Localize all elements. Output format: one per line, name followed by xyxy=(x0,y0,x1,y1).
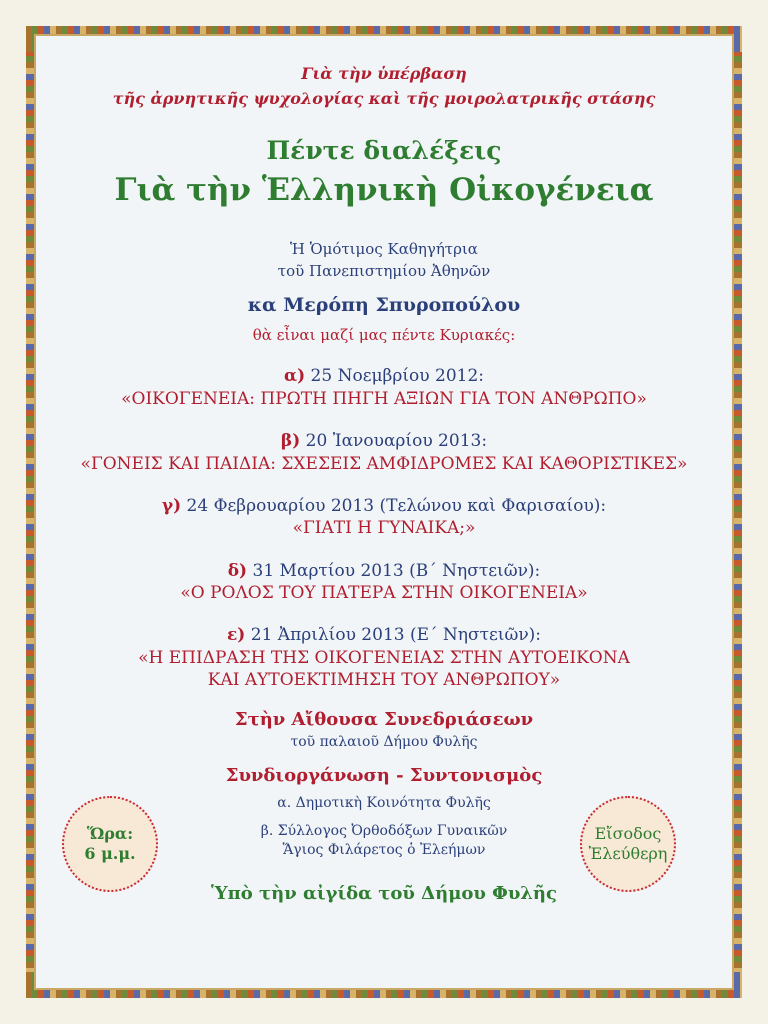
entry-label: Εἴσοδος xyxy=(594,824,662,843)
intro-line-2: τῆς ἀρνητικῆς ψυχολογίας καὶ τῆς μοιρολατρικῆς στάσης xyxy=(112,89,656,109)
lecture-title: «ΓΟΝΕΙΣ ΚΑΙ ΠΑΙΔΙΑ: ΣΧΕΣΕΙΣ ΑΜΦΙΔΡΟΜΕΣ ΚΑΙ ΚΑΘΟΡΙΣΤΙΚΕΣ» xyxy=(80,453,688,474)
lecture-title-continued: ΚΑΙ ΑΥΤΟΕΚΤΙΜΗΣΗ ΤΟΥ ΑΝΘΡΩΠΟΥ» xyxy=(207,670,561,691)
lecture-date: 21 Ἀπριλίου 2013 (Ε´ Νηστειῶν): xyxy=(250,625,542,646)
speaker-role-2: τοῦ Πανεπιστημίου Ἀθηνῶν xyxy=(277,261,491,280)
lecture-4 xyxy=(34,561,734,604)
speaker-with: θὰ εἶναι μαζί μας πέντε Κυριακές: xyxy=(252,326,516,345)
lecture-letter: δ) xyxy=(227,560,248,581)
lecture-title: «ΓΙΑΤΙ Η ΓΥΝΑΙΚΑ;» xyxy=(292,518,476,539)
lecture-title: «Η ΕΠΙΔΡΑΣΗ ΤΗΣ ΟΙΚΟΓΕΝΕΙΑΣ ΣΤΗΝ ΑΥΤΟΕΙΚΟΝΑ xyxy=(138,647,630,668)
lecture-2 xyxy=(34,431,734,474)
speaker-role-1: Ἡ Ὁμότιμος Καθηγήτρια xyxy=(290,239,478,258)
lecture-3 xyxy=(34,496,734,539)
lecture-letter: α) xyxy=(284,366,306,387)
lecture-letter: ε) xyxy=(226,625,246,646)
aegis-line: Ὑπὸ τὴν αἰγίδα τοῦ Δήμου Φυλῆς xyxy=(211,883,557,905)
lecture-date: 24 Φεβρουαρίου 2013 (Τελώνου καὶ Φαρισαίου): xyxy=(186,495,607,516)
lecture-title: «ΟΙΚΟΓΕΝΕΙΑ: ΠΡΩΤΗ ΠΗΓΗ ΑΞΙΩΝ ΓΙΑ ΤΟΝ ΑΝΘΡΩΠΟ» xyxy=(121,388,647,409)
lecture-5 xyxy=(34,625,734,690)
lecture-letter: β) xyxy=(280,431,301,452)
entry-badge xyxy=(580,796,676,892)
title-line-2: Γιὰ τὴν Ἑλληνικὴ Οἰκογένεια xyxy=(114,172,654,209)
lecture-title: «Ο ΡΟΛΟΣ ΤΟΥ ΠΑΤΕΡΑ ΣΤΗΝ ΟΙΚΟΓΕΝΕΙΑ» xyxy=(180,583,588,604)
venue-detail: τοῦ παλαιοῦ Δήμου Φυλῆς xyxy=(290,734,478,751)
venue-heading: Στὴν Αἴθουσα Συνεδριάσεων xyxy=(234,708,534,730)
organizer-b: β. Σύλλογος Ὀρθοδόξων Γυναικῶν xyxy=(260,823,508,840)
speaker-name: κα Μερόπη Σπυροπούλου xyxy=(247,293,521,316)
time-label: Ὥρα: xyxy=(86,824,134,843)
intro-line-1: Γιὰ τὴν ὑπέρβαση xyxy=(301,64,467,83)
lecture-1 xyxy=(34,366,734,409)
organizer-a: α. Δημοτικὴ Κοινότητα Φυλῆς xyxy=(277,794,491,811)
organizer-b-name: Ἅγιος Φιλάρετος ὁ Ἐλεήμων xyxy=(282,842,486,859)
lecture-date: 20 Ἰανουαρίου 2013: xyxy=(305,431,488,452)
lecture-date: 31 Μαρτίου 2013 (Β´ Νηστειῶν): xyxy=(252,560,541,581)
organizers-heading: Συνδιοργάνωση - Συντονισμὸς xyxy=(225,765,543,787)
entry-value: Ἐλεύθερη xyxy=(588,844,668,863)
lecture-date: 25 Νοεμβρίου 2012: xyxy=(310,366,484,387)
time-badge xyxy=(62,796,158,892)
title-line-1: Πέντε διαλέξεις xyxy=(266,136,502,166)
time-value: 6 μ.μ. xyxy=(84,844,136,863)
lecture-letter: γ) xyxy=(161,495,182,516)
